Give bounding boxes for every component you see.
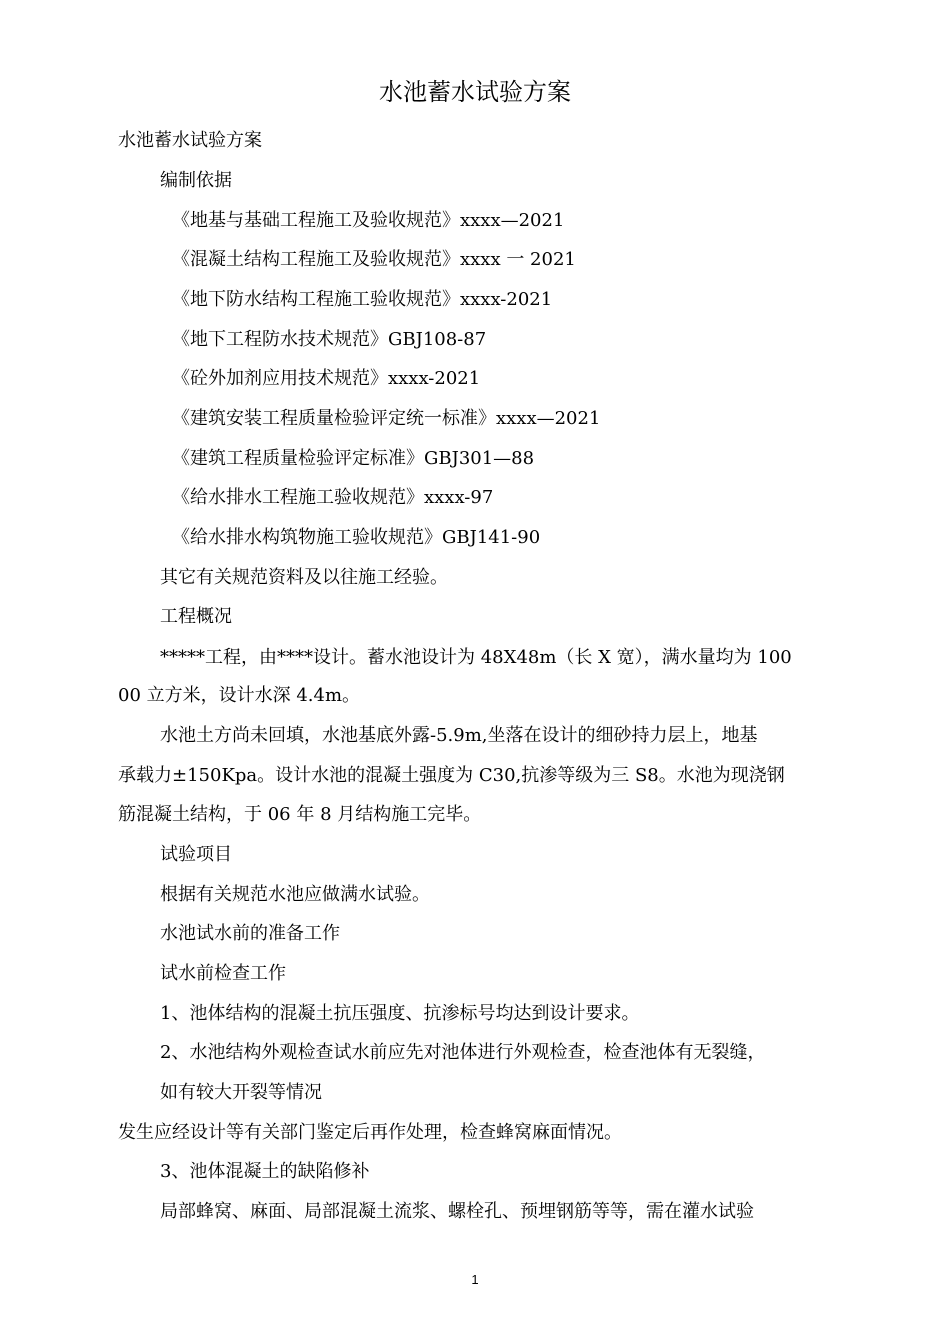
section-heading: 工程概况 — [160, 606, 232, 627]
section-heading: 试验项目 — [160, 844, 232, 865]
body-paragraph: 根据有关规范水池应做满水试验。 — [160, 884, 430, 905]
reference-item: 《建筑安装工程质量检验评定统一标准》xxxx—2021 — [172, 408, 601, 429]
list-item-cont: 发生应经设计等有关部门鉴定后再作处理，检查蜂窝麻面情况。 — [118, 1122, 622, 1143]
reference-item: 《混凝土结构工程施工及验收规范》xxxx 一 2021 — [172, 249, 576, 270]
list-item: 2、水池结构外观检查试水前应先对池体进行外观检查，检查池体有无裂缝， — [160, 1042, 766, 1063]
section-heading: 水池试水前的准备工作 — [160, 923, 340, 944]
body-paragraph-cont: 筋混凝土结构，于 06 年 8 月结构施工完毕。 — [118, 804, 482, 825]
reference-item: 《给水排水构筑物施工验收规范》GBJ141-90 — [172, 527, 541, 548]
list-item-cont: 如有较大开裂等情况 — [160, 1082, 322, 1103]
sub-heading: 试水前检查工作 — [160, 963, 286, 984]
body-paragraph: *****工程，由****设计。蓄水池设计为 48X48m（长 X 宽），满水量均为 100 — [160, 647, 792, 668]
reference-item: 《地下防水结构工程施工验收规范》xxxx-2021 — [172, 289, 553, 310]
body-paragraph: 其它有关规范资料及以往施工经验。 — [160, 567, 448, 588]
body-paragraph: 局部蜂窝、麻面、局部混凝土流浆、螺栓孔、预埋钢筋等等，需在灌水试验 — [160, 1201, 754, 1222]
page-number: 1 — [471, 1272, 479, 1287]
body-paragraph-cont: 承载力±150Kpa。设计水池的混凝土强度为 C30,抗渗等级为三 S8。水池为现浇钢 — [118, 765, 785, 786]
reference-item: 《建筑工程质量检验评定标准》GBJ301—88 — [172, 448, 535, 469]
reference-item: 《砼外加剂应用技术规范》xxxx-2021 — [172, 368, 481, 389]
list-item: 1、池体结构的混凝土抗压强度、抗渗标号均达到设计要求。 — [160, 1003, 640, 1024]
doc-subtitle: 水池蓄水试验方案 — [118, 130, 262, 151]
body-paragraph-cont: 00 立方米，设计水深 4.4m。 — [118, 685, 361, 706]
section-heading: 编制依据 — [160, 170, 232, 191]
reference-item: 《地下工程防水技术规范》GBJ108-87 — [172, 329, 487, 350]
body-paragraph: 水池土方尚未回填，水池基底外露-5.9m,坐落在设计的细砂持力层上，地基 — [160, 725, 758, 746]
reference-item: 《地基与基础工程施工及验收规范》xxxx—2021 — [172, 210, 565, 231]
reference-item: 《给水排水工程施工验收规范》xxxx-97 — [172, 487, 494, 508]
list-item: 3、池体混凝土的缺陷修补 — [160, 1161, 370, 1182]
page-title: 水池蓄水试验方案 — [379, 78, 571, 106]
